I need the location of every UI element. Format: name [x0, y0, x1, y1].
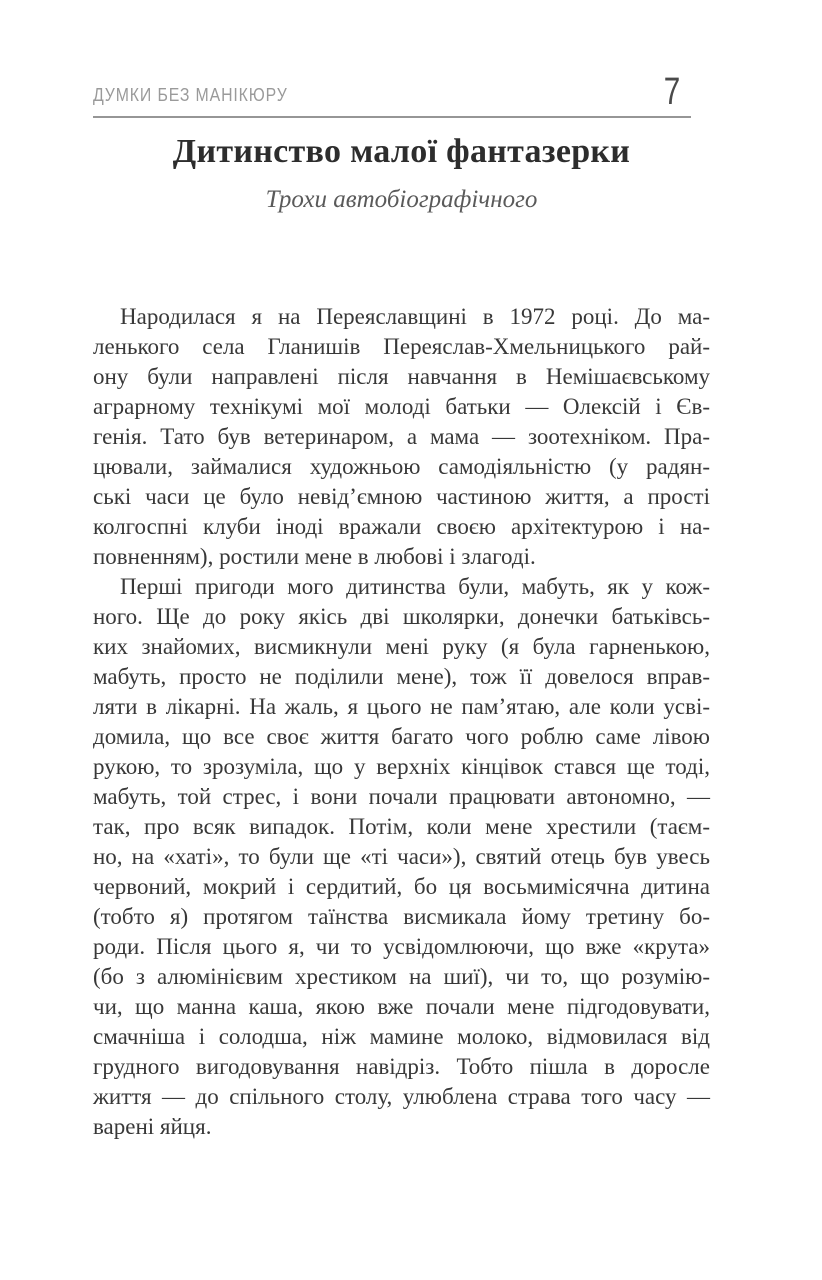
- text-line: рукою, то зрозуміла, що у верхніх кінцівок стався ще тоді,: [93, 754, 710, 779]
- text-line: варені яйця.: [93, 1114, 212, 1139]
- text-line: цювали, займалися художньою самодіяльністю (у радян-: [93, 454, 710, 479]
- paragraph: [93, 302, 710, 572]
- chapter-title: Дитинство малої фантазерки: [172, 133, 631, 170]
- text-line: Народилася я на Переяславщині в 1972 році. До ма-: [120, 304, 710, 329]
- text-line: ного. Ще до року якісь дві школярки, донечки батьківсь-: [93, 604, 710, 629]
- text-line: ленького села Гланишів Переяслав-Хмельницького рай-: [93, 334, 710, 359]
- page-number: 7: [663, 71, 681, 113]
- text-line: чи, що манна каша, якою вже почали мене підгодовувати,: [93, 994, 710, 1019]
- text-line: роди. Після цього я, чи то усвідомлюючи, що вже «крута»: [93, 934, 710, 959]
- text-line: (тобто я) протягом таїнства висмикала йому третину бо-: [93, 904, 710, 929]
- text-line: грудного вигодовування навідріз. Тобто пішла в доросле: [93, 1054, 710, 1079]
- text-line: генія. Тато був ветеринаром, а мама — зоотехніком. Пра-: [93, 424, 710, 449]
- text-line: ляти в лікарні. На жаль, я цього не пам’ятаю, але коли усві-: [93, 694, 710, 719]
- text-line: аграрному технікумі мої молоді батьки — Олексій і Єв-: [93, 394, 710, 419]
- text-line: червоний, мокрий і сердитий, бо ця восьмимісячна дитина: [93, 874, 710, 899]
- text-line: домила, що все своє життя багато чого роблю саме лівою: [93, 724, 710, 749]
- paragraph: [93, 572, 710, 1142]
- chapter-subtitle: Трохи автобіографічного: [265, 186, 538, 213]
- text-line: так, про всяк випадок. Потім, коли мене хрестили (таєм-: [93, 814, 710, 839]
- text-line: ких знайомих, висмикнули мені руку (я була гарненькою,: [93, 634, 710, 659]
- text-line: (бо з алюмінієвим хрестиком на шиї), чи то, що розумію-: [93, 964, 710, 989]
- text-line: повненням), ростили мене в любові і злагоді.: [93, 544, 536, 569]
- body-text: [93, 302, 710, 1142]
- text-line: мабуть, просто не поділили мене), тож її довелося вправ-: [93, 664, 710, 689]
- page-header: [93, 0, 691, 116]
- text-line: ські часи це було невід’ємною частиною життя, а прості: [93, 484, 710, 509]
- text-line: колгоспні клуби іноді вражали своєю архітектурою і на-: [93, 514, 710, 539]
- text-line: но, на «хаті», то були ще «ті часи»), святий отець був увесь: [93, 844, 710, 869]
- header-divider: [93, 116, 691, 118]
- running-title: ДУМКИ БЕЗ МАНІКЮРУ: [93, 85, 288, 105]
- text-line: життя — до спільного столу, улюблена страва того часу —: [93, 1084, 710, 1109]
- text-line: мабуть, той стрес, і вони почали працювати автономно, —: [93, 784, 710, 809]
- text-line: Перші пригоди мого дитинства були, мабуть, як у кож-: [120, 574, 710, 599]
- text-line: ону були направлені після навчання в Немішаєвському: [93, 364, 710, 389]
- text-line: смачніша і солодша, ніж мамине молоко, відмовилася від: [93, 1024, 710, 1049]
